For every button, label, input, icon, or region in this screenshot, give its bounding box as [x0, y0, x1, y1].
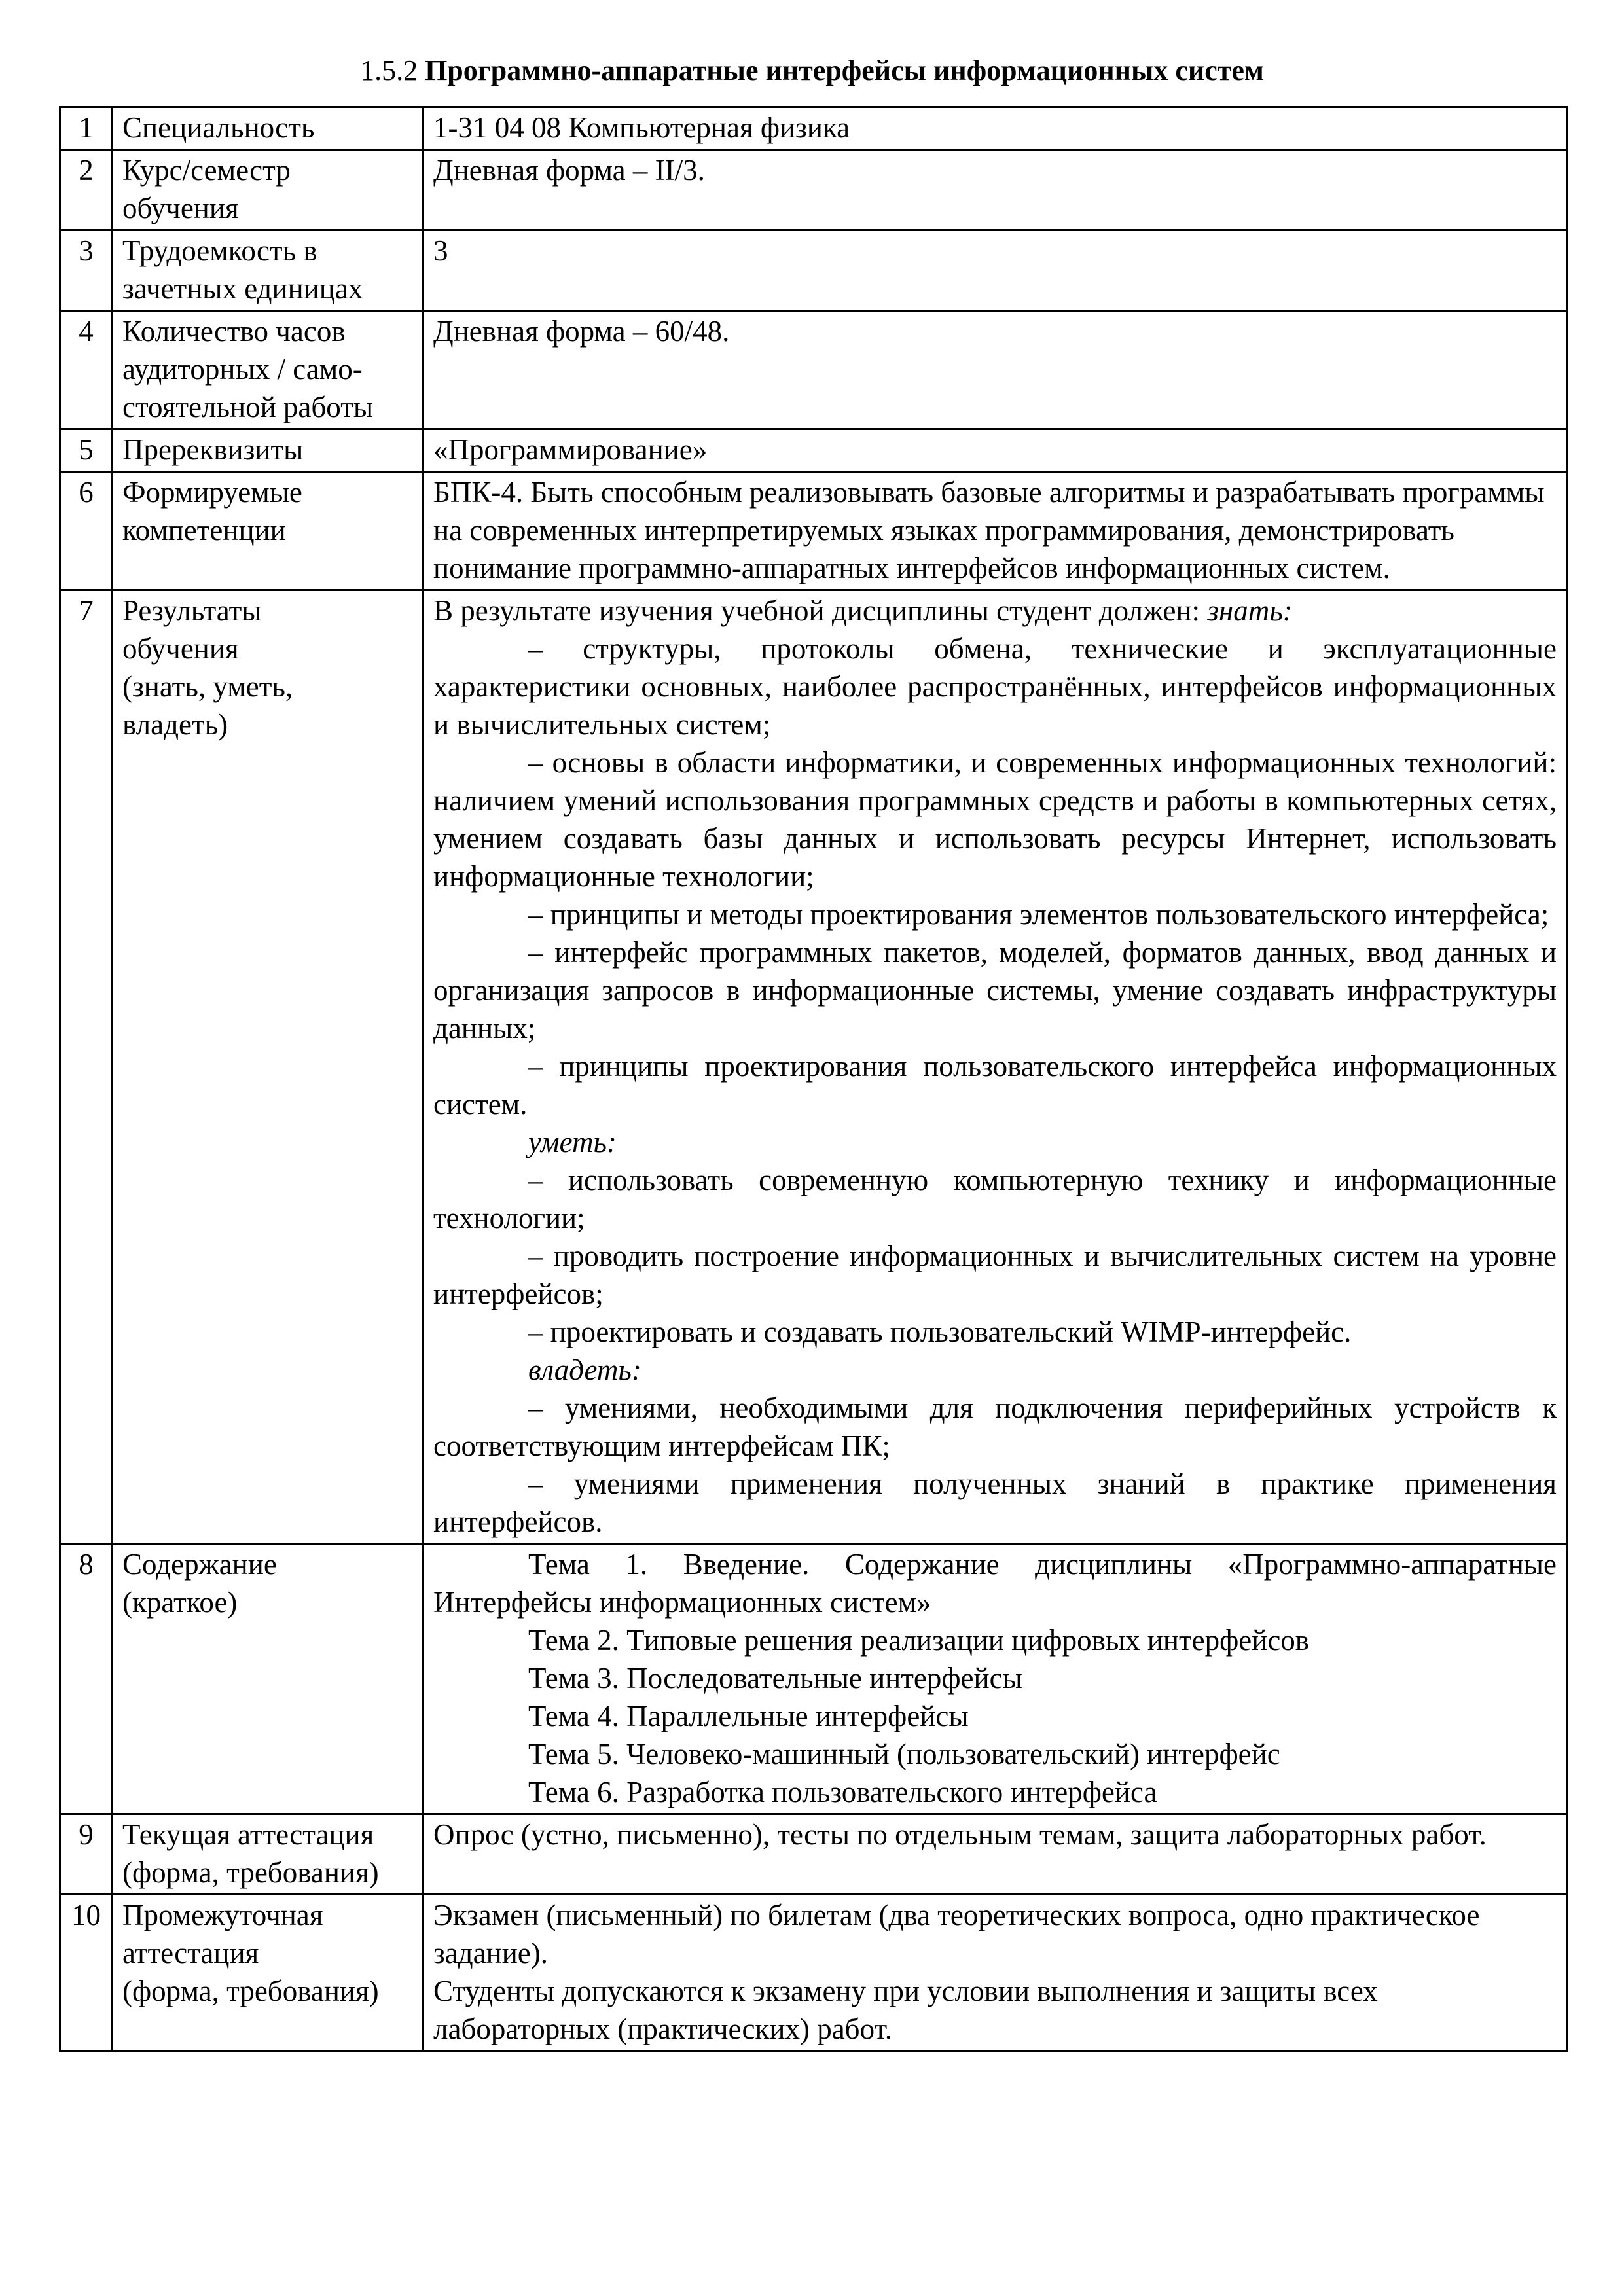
page-title: [0, 52, 1624, 89]
know-item: – интерфейс программных пакетов, моделей, форматов данных, ввод данных и организация запросов в информационные системы, умение создавать инфраструктуры данных;: [433, 936, 1557, 1045]
content-paragraph: Опрос (устно, письменно), тесты по отдельным темам, защита лабораторных работ.: [433, 1818, 1487, 1851]
can-item: – проводить построение информационных и вычислительных систем на уровне интерфейсов;: [433, 1240, 1557, 1310]
can-label: уметь:: [528, 1126, 617, 1158]
table-row: [60, 590, 1567, 1544]
table-row: [60, 1895, 1567, 2051]
topic-item: Тема 2. Типовые решения реализации цифровых интерфейсов: [528, 1624, 1310, 1657]
content-paragraph: 3: [433, 234, 448, 267]
table-row: [60, 311, 1567, 429]
row-content: [424, 590, 1567, 1544]
own-item: – умениями, необходимыми для подключения периферийных устройств к соответствующим интерфейсам ПК;: [433, 1391, 1557, 1462]
title-text: Программно-аппаратные интерфейсы информационных систем: [425, 54, 1264, 86]
row-content: [424, 1544, 1567, 1814]
content-paragraph: Экзамен (письменный) по билетам (два теоретических вопроса, одно практическое задание).: [433, 1899, 1480, 1969]
content-paragraph: Дневная форма – II/3.: [433, 154, 705, 187]
know-label: знать:: [1207, 594, 1293, 627]
topic-item: Тема 6. Разработка пользовательского интерфейса: [528, 1776, 1157, 1808]
row-number: 9: [60, 1814, 113, 1895]
topic-item: Тема 5. Человеко-машинный (пользовательский) интерфейс: [528, 1738, 1280, 1770]
content-paragraph: «Программирование»: [433, 433, 708, 466]
row-content: [424, 107, 1567, 150]
table-row: [60, 107, 1567, 150]
table-row: [60, 472, 1567, 590]
row-number: 7: [60, 590, 113, 1544]
know-item: – принципы проектирования пользовательского интерфейса информационных систем.: [433, 1050, 1557, 1121]
row-label: Текущая аттестация (форма, требования): [113, 1814, 424, 1895]
content-paragraph: Студенты допускаются к экзамену при условии выполнения и защиты всех лабораторных (практических) работ.: [433, 1975, 1378, 2045]
row-number: 1: [60, 107, 113, 150]
know-item: – структуры, протоколы обмена, технические и эксплуатационные характеристики основных, наиболее распространённых, интерфейсов информационных и вычислительных систем;: [433, 632, 1557, 741]
row-content: [424, 1895, 1567, 2051]
row-label: Результаты обучения (знать, уметь, владеть): [113, 590, 424, 1544]
row-label: Курс/семестр обучения: [113, 150, 424, 230]
title-number: 1.5.2: [360, 54, 418, 86]
topic-item: Тема 1. Введение. Содержание дисциплины «Программно-аппаратные Интерфейсы информационных систем»: [433, 1548, 1557, 1619]
know-item: – основы в области информатики, и современных информационных технологий: наличием умений использования программных средств и работы в компьютерных сетях, умением создавать базы данных и использовать ресурсы Интернет, использовать информационные технологии;: [433, 746, 1557, 893]
table-row: [60, 230, 1567, 311]
row-number: 5: [60, 429, 113, 472]
row-number: 3: [60, 230, 113, 311]
row-label: Формируемые компетенции: [113, 472, 424, 590]
row-label: Промежуточная аттестация (форма, требования): [113, 1895, 424, 2051]
syllabus-table: [59, 106, 1568, 2052]
row-number: 10: [60, 1895, 113, 2051]
row-label: Трудоемкость в зачетных единицах: [113, 230, 424, 311]
row-number: 2: [60, 150, 113, 230]
table-row: [60, 1544, 1567, 1814]
table-row: [60, 1814, 1567, 1895]
know-item: – принципы и методы проектирования элементов пользовательского интерфейса;: [528, 898, 1549, 931]
own-label: владеть:: [528, 1354, 641, 1386]
row-label: Специальность: [113, 107, 424, 150]
topic-item: Тема 3. Последовательные интерфейсы: [528, 1662, 1022, 1695]
content-paragraph: Дневная форма – 60/48.: [433, 315, 730, 348]
row-number: 4: [60, 311, 113, 429]
row-content: [424, 311, 1567, 429]
results-intro: [433, 592, 1557, 630]
table-row: [60, 429, 1567, 472]
own-item: – умениями применения полученных знаний в практике применения интерфейсов.: [433, 1467, 1557, 1538]
can-item: – проектировать и создавать пользовательский WIMP-интерфейс.: [528, 1316, 1352, 1348]
topic-item: Тема 4. Параллельные интерфейсы: [528, 1700, 969, 1732]
row-number: 6: [60, 472, 113, 590]
row-number: 8: [60, 1544, 113, 1814]
row-label: Количество часов аудиторных / само- стоятельной работы: [113, 311, 424, 429]
row-content: [424, 472, 1567, 590]
row-content: [424, 1814, 1567, 1895]
content-paragraph: 1-31 04 08 Компьютерная физика: [433, 111, 850, 144]
row-label: Содержание (краткое): [113, 1544, 424, 1814]
results-intro-text: В результате изучения учебной дисциплины студент должен:: [433, 594, 1200, 627]
can-item: – использовать современную компьютерную технику и информационные технологии;: [433, 1164, 1557, 1234]
table-row: [60, 150, 1567, 230]
row-content: [424, 429, 1567, 472]
row-label: Пререквизиты: [113, 429, 424, 472]
row-content: [424, 150, 1567, 230]
content-paragraph: БПК-4. Быть способным реализовывать базовые алгоритмы и разрабатывать программы на современных интерпретируемых языках программирования, демонстрировать понимание программно-аппаратных интерфейсов информационных систем.: [433, 476, 1545, 584]
row-content: [424, 230, 1567, 311]
